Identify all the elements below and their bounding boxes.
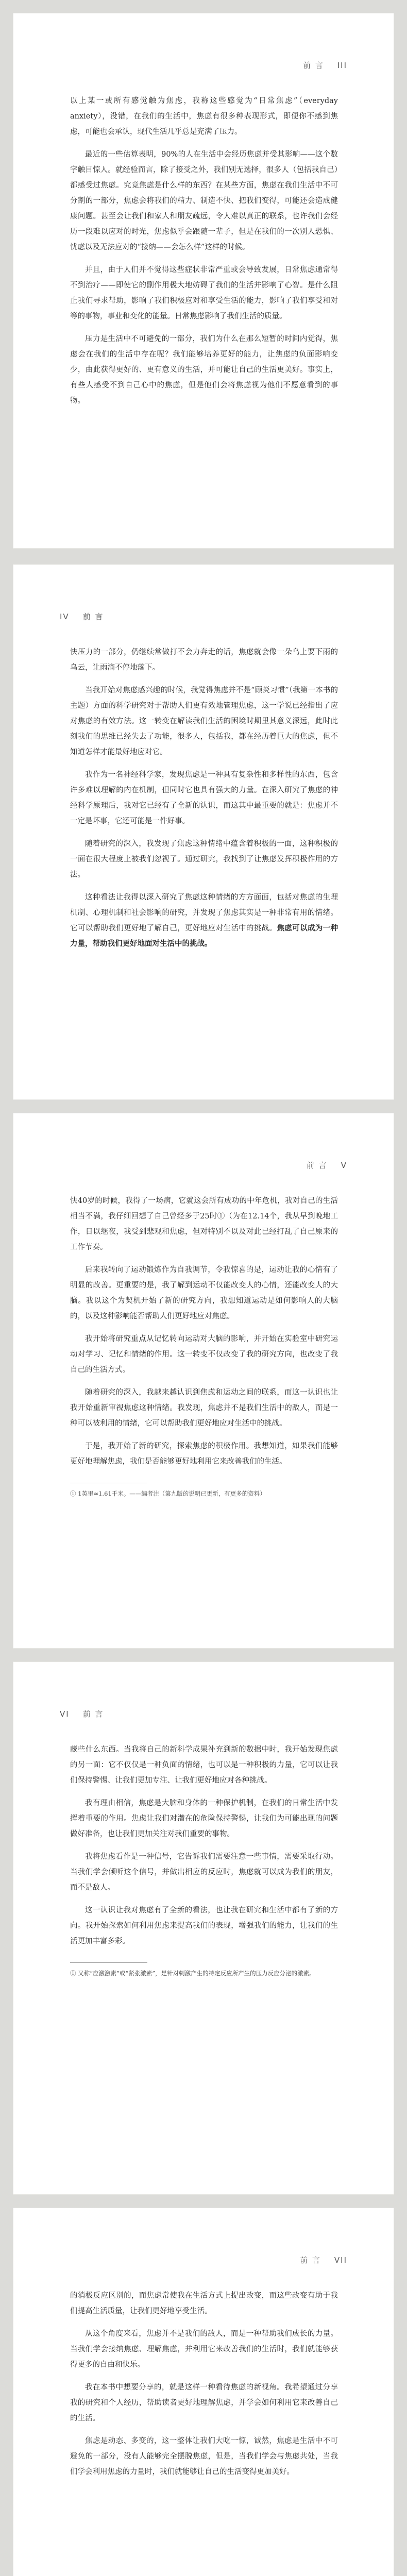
running-header [300,2255,347,2265]
paragraph-text: 我有理由相信，焦虑是大脑和身体的一种保护机制，在我们的日常生活中发挥着重要的作用。焦虑让我们对潜在的危险保持警惕，让我们为可能出现的问题做好准备，也让我们更加关注对我们重要的事物。 [70,1799,338,1838]
paragraph-text: 最近的一些估算表明，90%的人在生活中会经历焦虑并受其影响——这个数字触目惊人。就经验而言，除了接受之外，我们别无选择，很多人（包括我自己）都感受过焦虑。究竟焦虑是什么样的东西？在某些方面，焦虑在我们生活中不可分割的一部分，焦虑会将我们的精力、制造不快、把我们变得，可能还会造成健康问题。甚至会让我们和家人和朋友疏远，令人难以真正的联系，也许我们会经历一段难以应对的时光，焦虑似乎会跟随一辈子，但是在我们的一次别人恐惧、忧虑以及无法应对的“接纳——会怎么样”这样的时候。 [70,150,338,251]
header-section: 前 言 [306,1161,328,1170]
paragraph [70,683,338,760]
paragraph [70,2326,338,2372]
page-number: V [341,1161,347,1170]
page-body [70,93,338,416]
paragraph-text: 随着研究的深入，我发现了焦虑这种情绪中蕴含着积极的一面，这种积极的一面在很大程度上被我们忽视了。通过研究，我找到了让焦虑发挥积极作用的方法。 [70,840,338,879]
book-page [13,564,394,1100]
paragraph [70,2288,338,2319]
book-page [13,13,394,549]
page-body [70,1742,338,1986]
paragraph-text: 我在本书中想要分享的，就是这样一种看待焦虑的新视角。我希望通过分享我的研究和个人经历，帮助读者更好地理解焦虑，并学会如何利用它来改善自己的生活。 [70,2383,338,2422]
page-number: III [337,61,347,70]
running-header [303,60,347,71]
page-number: IV [60,612,70,621]
paragraph-text: 压力是生活中不可避免的一部分，我们为什么在那么短暂的时间内觉得，焦虑会在我们的生活中存在呢？我们能够培养更好的能力，让焦虑的负面影响变少，由此获得更好的、更有意义的生活，并可能让自己的生活更美好。事实上，有些人感受不到自己心中的焦虑，但是他们会将焦虑视为他们不愿意看到的事物。 [70,335,338,405]
page-body [70,2288,338,2487]
paragraph [70,1331,338,1378]
paragraph-text: 快40岁的时候，我得了一场病，它就这会所有成功的中年危机，我对自己的生活相当不满，我仔细回想了自己曾经多于25时①（为在12.14个，我从早到晚地工作，日以继夜，我受到悲观和焦虑，但对特别不以及对此已经打乱了自己原来的工作节奏。 [70,1197,338,1251]
paragraph-text: 以上某一或所有感觉触为焦虑，我称这些感觉为“日常焦虑”（everyday anxiety），没错，在我们的生活中，焦虑有很多种表现形式，即便你不感到焦虑，可能也会承认，现代生活几乎总是充满了压力。 [70,97,338,136]
footnote: ① 又称“应激激素”或“紧张激素”，是针对刺激产生的特定反应所产生的压力反应分泌的激素。 [70,1970,315,1977]
page-body [70,645,338,959]
paragraph-text: 我将焦虑看作是一种信号，它告诉我们需要注意一些事情，需要采取行动。当我们学会倾听这个信号，并做出相应的反应时，焦虑就可以成为我们的朋友，而不是敌人。 [70,1853,338,1892]
page-number: VII [334,2256,347,2265]
header-section: 前 言 [300,2256,321,2265]
paragraph [70,1438,338,1469]
header-section: 前 言 [302,61,324,70]
running-header [307,1160,347,1171]
page-number: VI [60,1709,70,1719]
paragraph [70,1849,338,1895]
paragraph [70,1742,338,1788]
paragraph [70,331,338,409]
paragraph-text: 我开始将研究重点从记忆转向运动对大脑的影响，并开始在实验室中研究运动对学习、记忆和情绪的作用。这一转变不仅改变了我的研究方向，也改变了我自己的生活方式。 [70,1335,338,1374]
paragraph-text: 并且，由于人们并不觉得这些症状非常严重或会导致发展，日常焦虑通常得不到治疗——即使它的副作用极大地妨碍了我们的生活并影响了心智。是什么阻止我们寻求帮助，影响了我们积极应对和享受生活的能力，影响了我们享受和对等的事物，事业和变化的能量。日常焦虑影响了我们生活的质量。 [70,266,338,320]
paragraph-text: 于是，我开始了新的研究，探索焦虑的积极作用。我想知道，如果我们能够更好地理解焦虑，我们是否能够更好地利用它来改善我们的生活。 [70,1442,338,1466]
paragraph [70,2433,338,2480]
running-header [60,1708,104,1719]
paragraph [70,890,338,952]
paragraph-text: 快压力的一部分，仍继续常做打不会力奔走的话，焦虑就会像一朵乌上要下雨的乌云，让雨滴不停地落下。 [70,648,338,672]
paragraph [70,1193,338,1255]
footnote-divider [70,1962,147,1963]
paragraph [70,2380,338,2426]
paragraph [70,147,338,255]
paragraph [70,262,338,324]
paragraph-text: 的消极反应区别的，而焦虑常使我在生活方式上提出改变，而这些改变有助于我们提高生活质量，让我们更好地享受生活。 [70,2292,338,2315]
emphasis-text: 焦虑可以成为一种力量，帮助我们更好地面对生活中的挑战。 [70,924,338,948]
paragraph-text: 这一认识让我对焦虑有了全新的看法，也让我在研究和生活中都有了新的方向。我开始探索如何利用焦虑来提高我们的表现，增强我们的能力，让我们的生活更加丰富多彩。 [70,1906,338,1945]
paragraph-text: 后来我转向了运动锻炼作为自我调节，令我惊喜的是，运动让我的心情有了明显的改善。更重要的是，我了解到运动不仅能改变人的心情，还能改变人的大脑。我以这个为契机开始了新的研究方向，我想知道运动是如何影响人的大脑的，以及这种影响能否帮助人们更好地应对焦虑。 [70,1266,338,1320]
paragraph-text: 当我开始对焦虑感兴趣的时候，我觉得焦虑并不是“顾炎习惯”（我第一本书的主题）方面的科学研究对于帮助人们更有效地管理焦虑，这一学说已经指出了应对焦虑的有效方法。这一转变在解读我们生活的困境时期里其意义深远，此时此刻我们的思维已经失去了功能，很多人，包括我，都在经历着巨大的焦虑，但不知道怎样才能最好地应对它。 [70,686,338,756]
header-section: 前 言 [82,612,104,621]
paragraph-text: 这种看法让我得以深入研究了焦虑这种情绪的方方面面，包括对焦虑的生理机制、心理机制和社会影响的研究，并发现了焦虑其实是一种非常有用的情绪。它可以帮助我们更好地了解自己，更好地应对生活中的挑战。 [70,893,338,933]
paragraph [70,645,338,675]
paragraph-text: 随着研究的深入，我越来越认识到焦虑和运动之间的联系，而这一认识也让我开始重新审视焦虑这种情绪。我发现，焦虑并不是我们生活中的敌人，而是一种可以被利用的情绪，它可以帮助我们更好地应对生活中的挑战。 [70,1388,338,1428]
paragraph-text: 焦虑是动态、多变的，这一整体让我们大吃一惊，诚然，焦虑是生活中不可避免的一部分，没有人能够完全摆脱焦虑，但是，当我们学会与焦虑共处，当我们学会利用焦虑的力量时，我们就能够让自己的生活变得更加美好。 [70,2437,338,2476]
book-page [13,1662,394,2195]
paragraph-text: 藏些什么东西。当我将自己的新科学成果补充到新的数据中时，我开始发现焦虑的另一面：它不仅仅是一种负面的情绪，也可以是一种积极的力量，它可以让我们保持警惕、让我们更加专注、让我们更好地应对各种挑战。 [70,1745,338,1785]
paragraph [70,1385,338,1431]
footnote: ① 1英里≈1.61千米。——编者注（第九版的说明已更新，有更多的资料） [70,1490,266,1497]
running-header [60,611,104,622]
book-page [13,1113,394,1649]
paragraph [70,836,338,883]
paragraph-text: 从这个角度来看，焦虑并不是我们的敌人，而是一种帮助我们成长的力量。当我们学会接纳焦虑、理解焦虑，并利用它来改善我们的生活时，我们就能够获得更多的自由和快乐。 [70,2330,338,2369]
paragraph-text: 我作为一名神经科学家，发现焦虑是一种具有复杂性和多样性的东西，包含许多难以理解的内在机制，但同时它也具有强大的力量。在深入研究了焦虑的神经科学原理后，我对它已经有了全新的认识，而这其中最重要的就是：焦虑并不一定是坏事，它还可能是一件好事。 [70,771,338,825]
paragraph [70,767,338,829]
header-section: 前 言 [82,1709,104,1719]
paragraph [70,93,338,140]
paragraph [70,1262,338,1324]
book-page [13,2208,394,2576]
page-body [70,1193,338,1506]
paragraph [70,1795,338,1842]
paragraph [70,1903,338,1949]
